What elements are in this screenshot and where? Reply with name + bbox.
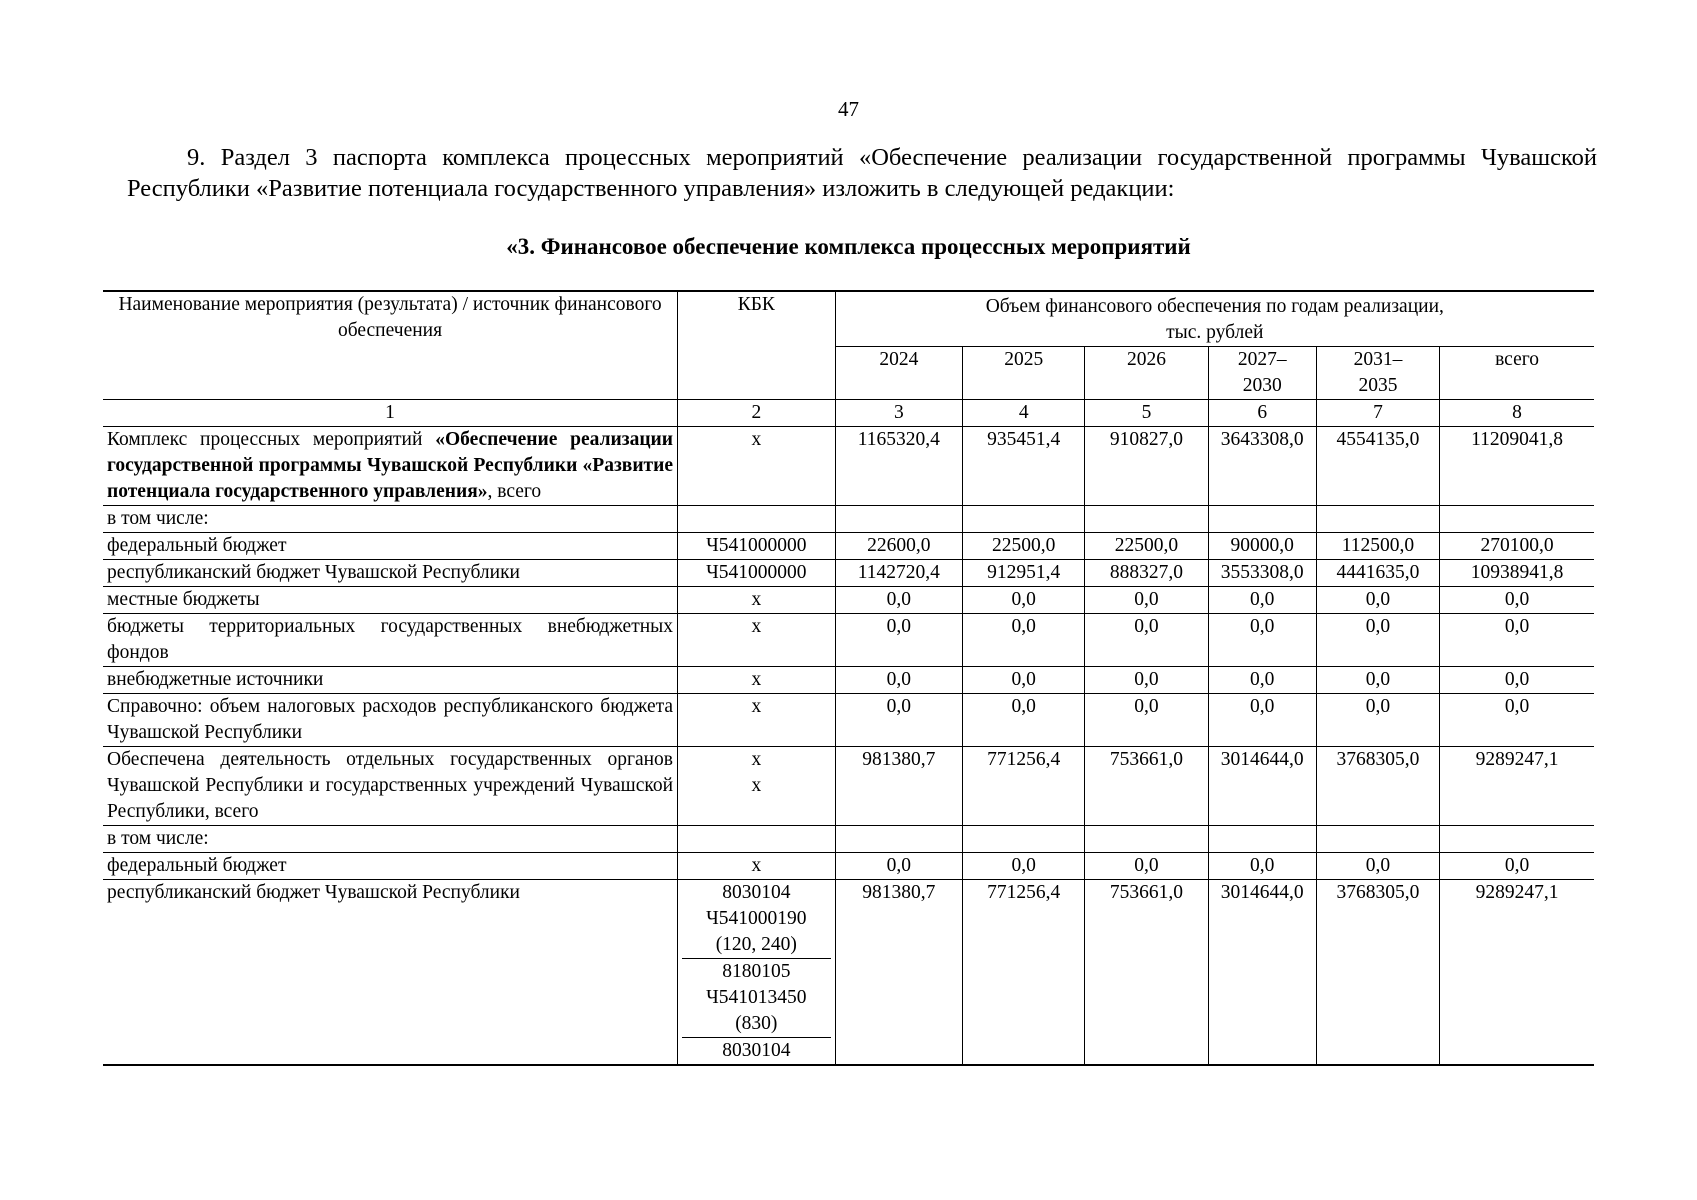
value-cell	[835, 826, 963, 853]
table-row	[103, 587, 1594, 614]
value-cell: 0,0	[1316, 694, 1439, 747]
value-cell: 11209041,8	[1440, 427, 1594, 506]
value-cell: 0,0	[1316, 614, 1439, 667]
value-cell	[1316, 506, 1439, 533]
row-kbk	[678, 826, 836, 853]
value-cell	[835, 506, 963, 533]
column-number: 3	[835, 400, 963, 427]
kbk-line: x	[751, 749, 762, 770]
value-cell	[1085, 506, 1208, 533]
row-name: в том числе:	[103, 506, 678, 533]
intro-paragraph: 9. Раздел 3 паспорта комплекса процессных мероприятий «Обеспечение реализации государственной программы Чувашской Республики «Развитие потенциала государственного управления» изложить в следующей редакции:	[127, 144, 1597, 202]
value-cell: 3014644,0	[1208, 880, 1316, 1066]
value-cell	[1440, 826, 1594, 853]
value-cell: 0,0	[835, 694, 963, 747]
column-number: 8	[1440, 400, 1594, 427]
value-cell: 0,0	[1316, 667, 1439, 694]
row-kbk: Ч541000000	[678, 533, 836, 560]
row-name: федеральный бюджет	[103, 533, 678, 560]
header-year: 2027–2030	[1208, 347, 1316, 400]
header-year: 2026	[1085, 347, 1208, 400]
table-row	[103, 826, 1594, 853]
value-cell: 270100,0	[1440, 533, 1594, 560]
value-cell: 1142720,4	[835, 560, 963, 587]
value-cell: 771256,4	[963, 747, 1085, 826]
kbk-part	[682, 958, 831, 1037]
row-name: местные бюджеты	[103, 587, 678, 614]
value-cell: 0,0	[835, 614, 963, 667]
row-name: Справочно: объем налоговых расходов республиканского бюджета Чувашской Республики	[103, 694, 678, 747]
value-cell: 3643308,0	[1208, 427, 1316, 506]
row-kbk: Ч541000000	[678, 560, 836, 587]
header-name: Наименование мероприятия (результата) / источник финансового обеспечения	[103, 291, 678, 400]
value-cell: 771256,4	[963, 880, 1085, 1066]
value-cell: 3768305,0	[1316, 747, 1439, 826]
value-cell: 0,0	[1208, 614, 1316, 667]
kbk-line: Ч541013450	[706, 987, 807, 1008]
value-cell	[1316, 826, 1439, 853]
value-cell: 22600,0	[835, 533, 963, 560]
value-cell: 9289247,1	[1440, 747, 1594, 826]
value-cell: 935451,4	[963, 427, 1085, 506]
row-name: республиканский бюджет Чувашской Республики	[103, 560, 678, 587]
row-kbk: x	[678, 614, 836, 667]
row-kbk: x	[678, 587, 836, 614]
value-cell: 0,0	[963, 614, 1085, 667]
value-cell	[1085, 826, 1208, 853]
header-year: всего	[1440, 347, 1594, 400]
value-cell: 0,0	[1085, 667, 1208, 694]
row-kbk: x	[678, 427, 836, 506]
column-number: 1	[103, 400, 678, 427]
table-row	[103, 853, 1594, 880]
row-name: в том числе:	[103, 826, 678, 853]
value-cell: 22500,0	[963, 533, 1085, 560]
value-cell: 910827,0	[1085, 427, 1208, 506]
value-cell: 0,0	[1440, 667, 1594, 694]
value-cell: 0,0	[1440, 614, 1594, 667]
row-name: республиканский бюджет Чувашской Республики	[103, 880, 678, 1066]
table-row	[103, 533, 1594, 560]
column-numbers-row	[103, 400, 1594, 427]
column-number: 6	[1208, 400, 1316, 427]
kbk-line: 8180105	[722, 961, 791, 982]
value-cell: 0,0	[1316, 587, 1439, 614]
value-cell: 753661,0	[1085, 747, 1208, 826]
value-cell: 0,0	[1440, 853, 1594, 880]
row-name: Обеспечена деятельность отдельных государственных органов Чувашской Республики и государственных учреждений Чувашской Республики, всего	[103, 747, 678, 826]
value-cell: 0,0	[963, 853, 1085, 880]
value-cell: 0,0	[1208, 667, 1316, 694]
table-row	[103, 667, 1594, 694]
value-cell: 0,0	[963, 667, 1085, 694]
table-row	[103, 506, 1594, 533]
program-title: «Обеспечение реализации государственной программы Чувашской Республики «Развитие потенциала государственного управления»	[107, 429, 674, 502]
table-row	[103, 614, 1594, 667]
page-number: 47	[838, 97, 859, 121]
header-year: 2025	[963, 347, 1085, 400]
row-name: федеральный бюджет	[103, 853, 678, 880]
header-year: 2031–2035	[1316, 347, 1439, 400]
value-cell: 1165320,4	[835, 427, 963, 506]
value-cell: 9289247,1	[1440, 880, 1594, 1066]
header-kbk: КБК	[678, 291, 836, 400]
value-cell: 0,0	[1208, 694, 1316, 747]
kbk-part	[682, 1037, 831, 1064]
row-kbk	[678, 880, 836, 1066]
value-cell: 981380,7	[835, 880, 963, 1066]
value-cell	[1208, 506, 1316, 533]
kbk-line: x	[751, 775, 762, 796]
value-cell: 753661,0	[1085, 880, 1208, 1066]
value-cell: 0,0	[1085, 587, 1208, 614]
row-kbk: x	[678, 853, 836, 880]
kbk-line: (830)	[735, 1013, 778, 1034]
value-cell: 4554135,0	[1316, 427, 1439, 506]
value-cell: 3768305,0	[1316, 880, 1439, 1066]
column-number: 5	[1085, 400, 1208, 427]
value-cell: 3553308,0	[1208, 560, 1316, 587]
value-cell: 0,0	[1085, 853, 1208, 880]
value-cell: 0,0	[1085, 694, 1208, 747]
kbk-part	[682, 880, 831, 958]
header-year: 2024	[835, 347, 963, 400]
value-cell: 0,0	[1208, 587, 1316, 614]
value-cell: 0,0	[835, 853, 963, 880]
value-cell: 0,0	[1085, 614, 1208, 667]
kbk-line: Ч541000190	[706, 908, 807, 929]
table-header	[103, 291, 1594, 427]
value-cell: 0,0	[835, 587, 963, 614]
section-title: «3. Финансовое обеспечение комплекса процессных мероприятий	[506, 234, 1191, 259]
row-kbk	[678, 506, 836, 533]
value-cell	[963, 506, 1085, 533]
row-kbk: x	[678, 667, 836, 694]
financing-table	[103, 290, 1594, 1066]
table-row	[103, 880, 1594, 1066]
header-volume: Объем финансового обеспечения по годам реализации, тыс. рублей	[835, 291, 1594, 347]
value-cell: 888327,0	[1085, 560, 1208, 587]
value-cell	[1440, 506, 1594, 533]
value-cell: 0,0	[963, 587, 1085, 614]
row-name: внебюджетные источники	[103, 667, 678, 694]
value-cell: 0,0	[835, 667, 963, 694]
value-cell	[1208, 826, 1316, 853]
value-cell: 981380,7	[835, 747, 963, 826]
kbk-line: 8030104	[722, 1040, 791, 1061]
value-cell: 112500,0	[1316, 533, 1439, 560]
kbk-line: (120, 240)	[715, 934, 797, 955]
value-cell: 90000,0	[1208, 533, 1316, 560]
row-kbk	[678, 747, 836, 826]
kbk-line: 8030104	[722, 882, 791, 903]
column-number: 4	[963, 400, 1085, 427]
value-cell: 0,0	[1208, 853, 1316, 880]
row-kbk: x	[678, 694, 836, 747]
table-row	[103, 747, 1594, 826]
value-cell: 10938941,8	[1440, 560, 1594, 587]
value-cell: 3014644,0	[1208, 747, 1316, 826]
value-cell: 0,0	[963, 694, 1085, 747]
value-cell: 22500,0	[1085, 533, 1208, 560]
column-number: 2	[678, 400, 836, 427]
table-row	[103, 560, 1594, 587]
row-name: Комплекс процессных мероприятий «Обеспечение реализации государственной программы Чувашской Республики «Развитие потенциала государственного управления», всего	[103, 427, 678, 506]
value-cell	[963, 826, 1085, 853]
column-number: 7	[1316, 400, 1439, 427]
value-cell: 0,0	[1316, 853, 1439, 880]
row-name: бюджеты территориальных государственных внебюджетных фондов	[103, 614, 678, 667]
table-row	[103, 694, 1594, 747]
value-cell: 4441635,0	[1316, 560, 1439, 587]
table-row	[103, 427, 1594, 506]
value-cell: 0,0	[1440, 587, 1594, 614]
value-cell: 912951,4	[963, 560, 1085, 587]
value-cell: 0,0	[1440, 694, 1594, 747]
